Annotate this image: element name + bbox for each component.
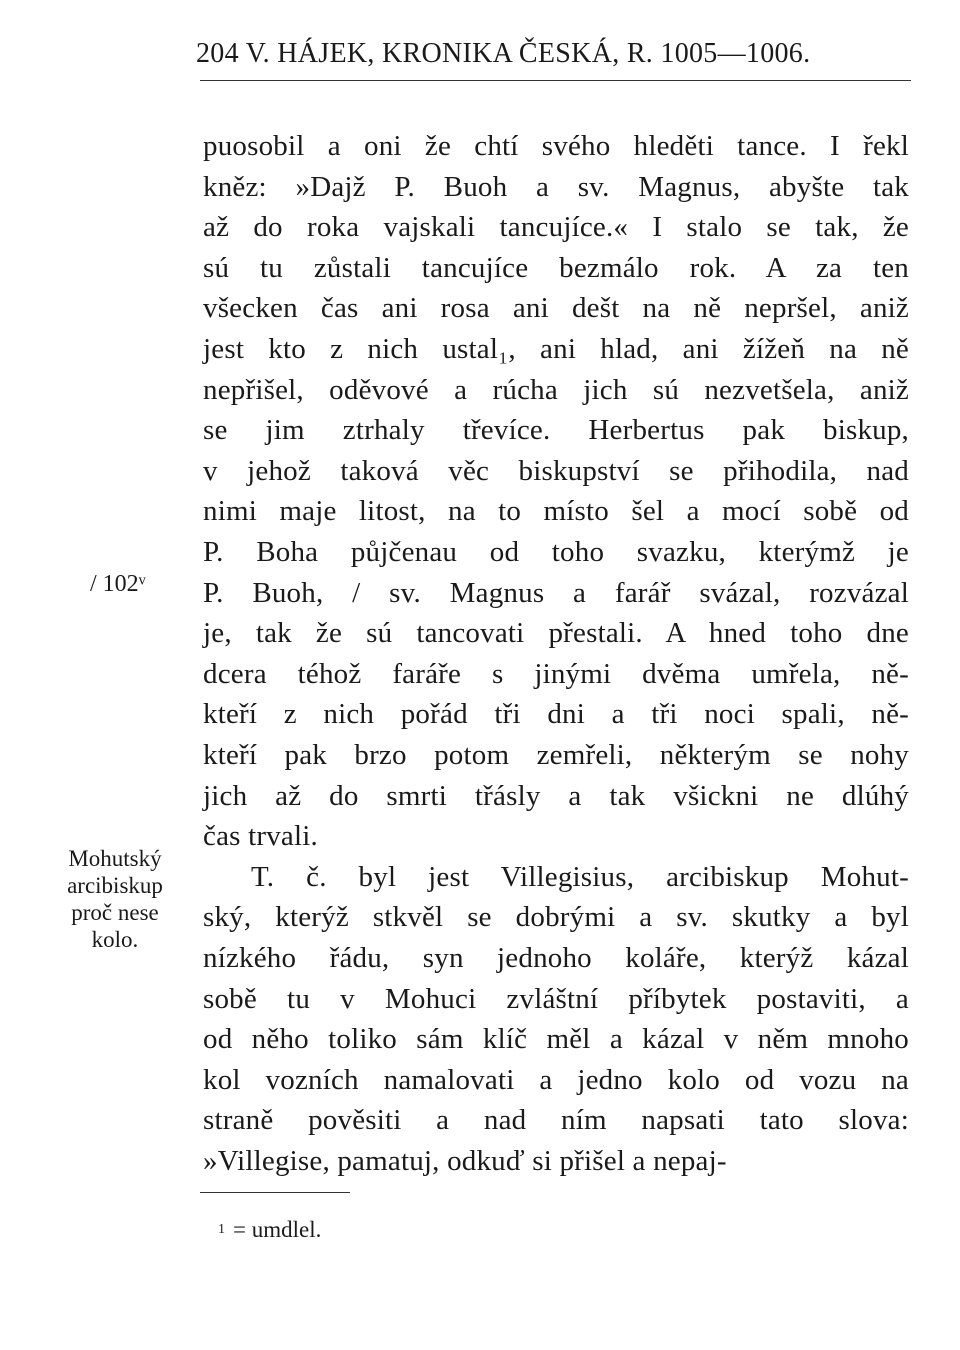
text-line: P. Buoh, / sv. Magnus a farář svázal, rozvázal bbox=[203, 576, 909, 609]
text-line: nepřišel, oděvové a rúcha jich sú nezvetšela, aniž bbox=[203, 373, 909, 406]
text-line: puosobil a oni že chtí svého hleděti tance. I řekl bbox=[203, 130, 909, 162]
margin-note-line: Mohutský bbox=[68, 846, 162, 871]
text-line: v jehož taková věc biskupství se přihodila, nad bbox=[203, 454, 909, 487]
margin-note-line: arcibiskup bbox=[67, 873, 163, 898]
footnote-rule bbox=[200, 1192, 350, 1193]
text-line: T. č. byl jest Villegisius, arcibiskup Mohut- bbox=[251, 860, 909, 893]
text-line: dcera téhož faráře s jinými dvěma umřela, ně- bbox=[203, 657, 909, 690]
folio-reference: / 102ᵛ bbox=[90, 571, 146, 597]
footnote bbox=[218, 1215, 618, 1245]
margin-note-line: proč nese bbox=[71, 900, 159, 925]
text-line: čas trvali. bbox=[203, 820, 318, 853]
text-line: nízkého řádu, syn jednoho koláře, kterýž kázal bbox=[203, 942, 909, 974]
text-line: jich až do smrti třásly a tak všickni ne dlúhý bbox=[203, 779, 909, 812]
text-line: »Villegise, pamatuj, odkuď si přišel a nepaj- bbox=[203, 1145, 727, 1177]
margin-note bbox=[40, 845, 190, 953]
text-line: P. Boha půjčenau od toho svazku, kterýmž je bbox=[203, 536, 909, 568]
text-line: je, tak že sú tancovati přestali. A hned toho dne bbox=[203, 617, 909, 650]
text-line: se jim ztrhaly třevíce. Herbertus pak biskup, bbox=[203, 414, 909, 447]
running-header: 204 V. HÁJEK, KRONIKA ČESKÁ, R. 1005—1006. bbox=[196, 38, 811, 69]
text-line: straně pověsiti a nad ním napsati tato slova: bbox=[203, 1104, 909, 1137]
footnote-text: = umdlel. bbox=[233, 1217, 322, 1242]
text-line: všecken čas ani rosa ani dešt na ně nepršel, aniž bbox=[203, 292, 909, 325]
text-line: jest kto z nich ustal₁, ani hlad, ani žížeň na ně bbox=[203, 333, 909, 365]
text-line: sú tu zůstali tancujíce bezmálo rok. A za ten bbox=[203, 251, 909, 284]
text-line: kněz: »Dajž P. Buoh a sv. Magnus, abyšte tak bbox=[203, 170, 909, 203]
text-line: kteří z nich pořád tři dni a tři noci spali, ně- bbox=[203, 698, 909, 731]
text-line: od něho toliko sám klíč měl a kázal v něm mnoho bbox=[203, 1023, 909, 1056]
text-line: ský, kterýž stkvěl se dobrými a sv. skutky a byl bbox=[203, 901, 909, 934]
text-line: sobě tu v Mohuci zvláštní příbytek postaviti, a bbox=[203, 982, 909, 1015]
text-line: kteří pak brzo potom zemřeli, některým se nohy bbox=[203, 739, 909, 771]
text-line: až do roka vajskali tancujíce.« I stalo se tak, že bbox=[203, 211, 909, 244]
text-line: kol vozních namalovati a jedno kolo od vozu na bbox=[203, 1063, 909, 1096]
header-rule bbox=[200, 80, 911, 81]
text-line: nimi maje litost, na to místo šel a mocí sobě od bbox=[203, 495, 909, 528]
margin-note-line: kolo. bbox=[91, 927, 139, 952]
footnote-marker: 1 bbox=[218, 1222, 225, 1237]
